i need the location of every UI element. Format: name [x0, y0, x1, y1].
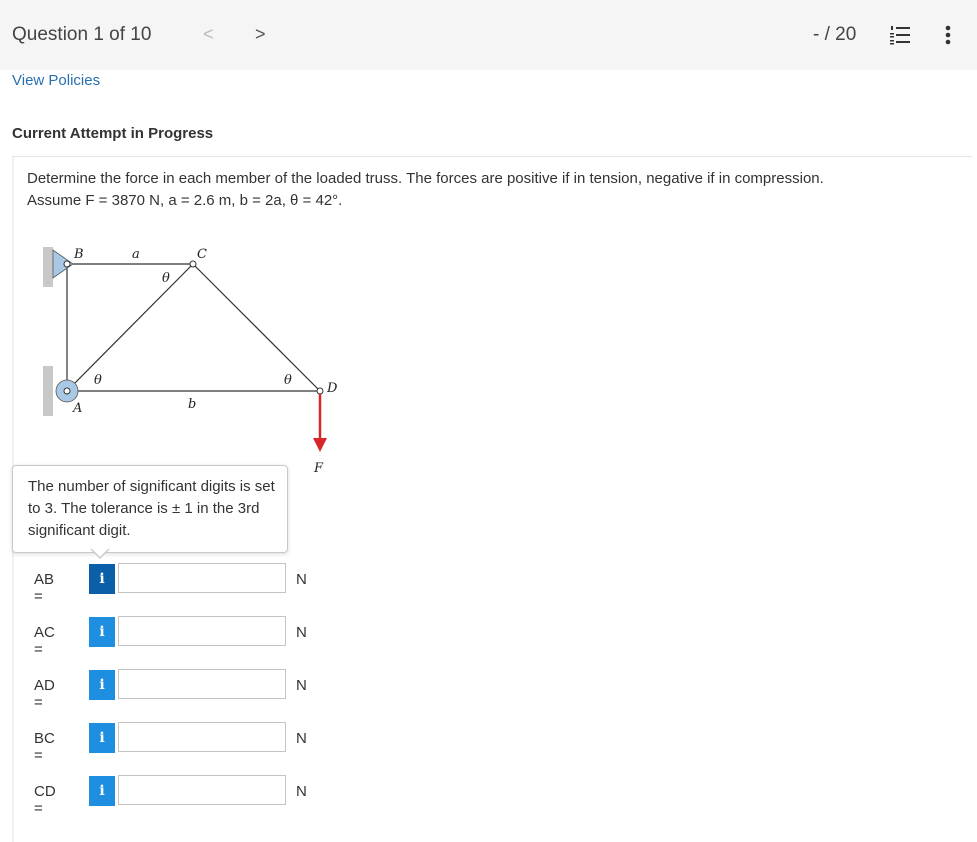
attempt-status: Current Attempt in Progress: [12, 125, 214, 142]
divider: [12, 156, 972, 157]
wall-bottom: [43, 366, 53, 416]
member-ac: [67, 264, 193, 391]
answer-input-ad[interactable]: [118, 669, 286, 699]
significant-digits-tooltip: [12, 465, 288, 553]
answer-input-ab[interactable]: [118, 563, 286, 593]
label-c: C: [197, 247, 207, 262]
unit-ad: N: [296, 677, 307, 694]
numbered-list-icon[interactable]: [889, 24, 911, 46]
unit-ab: N: [296, 571, 307, 588]
top-bar: [0, 0, 977, 70]
answer-label-bc: BC =: [34, 730, 55, 764]
info-button-ad[interactable]: i: [89, 670, 115, 700]
info-button-bc[interactable]: i: [89, 723, 115, 753]
label-theta-c: θ: [162, 271, 170, 286]
label-b: B: [74, 247, 84, 262]
problem-statement: [27, 168, 927, 212]
wall-top: [43, 247, 53, 287]
tooltip-text: The number of significant digits is set to 3. The tolerance is ± 1 in the 3rd significant digit.: [28, 478, 275, 539]
info-button-cd[interactable]: i: [89, 776, 115, 806]
info-button-ac[interactable]: i: [89, 617, 115, 647]
joint-c: [190, 261, 196, 267]
answer-input-ac[interactable]: [118, 616, 286, 646]
answer-label-ad: AD =: [34, 677, 55, 711]
answer-input-cd[interactable]: [118, 775, 286, 805]
unit-bc: N: [296, 730, 307, 747]
answer-input-bc[interactable]: [118, 722, 286, 752]
previous-question-button[interactable]: <: [203, 24, 214, 44]
member-cd: [193, 264, 320, 391]
load-arrow-head: [313, 438, 327, 452]
view-policies-link[interactable]: View Policies: [12, 72, 101, 89]
joint-d: [317, 388, 323, 394]
answer-label-ac: AC =: [34, 624, 55, 658]
joint-b: [64, 261, 70, 267]
label-d: D: [327, 381, 338, 396]
label-theta-d: θ: [284, 373, 292, 388]
next-question-button[interactable]: >: [255, 24, 266, 44]
problem-line-1: Determine the force in each member of the loaded truss. The forces are positive if in tension, negative if in compression.: [27, 170, 824, 187]
score: - / 20: [813, 24, 857, 45]
tooltip-pointer-fill: [91, 548, 109, 557]
label-a: A: [73, 401, 83, 416]
label-theta-a: θ: [94, 373, 102, 388]
label-f: F: [314, 461, 324, 476]
info-button-ab[interactable]: i: [89, 564, 115, 594]
joint-a: [64, 388, 70, 394]
answer-label-cd: CD =: [34, 783, 56, 817]
answer-label-ab: AB =: [34, 571, 55, 605]
unit-cd: N: [296, 783, 307, 800]
unit-ac: N: [296, 624, 307, 641]
question-counter: Question 1 of 10: [12, 24, 152, 45]
label-a-dim: a: [132, 247, 140, 262]
more-vertical-icon[interactable]: [938, 24, 958, 46]
truss-figure: [40, 240, 360, 480]
problem-line-2: Assume F = 3870 N, a = 2.6 m, b = 2a, θ = 42°.: [27, 192, 343, 209]
label-b-dim: b: [188, 397, 197, 412]
